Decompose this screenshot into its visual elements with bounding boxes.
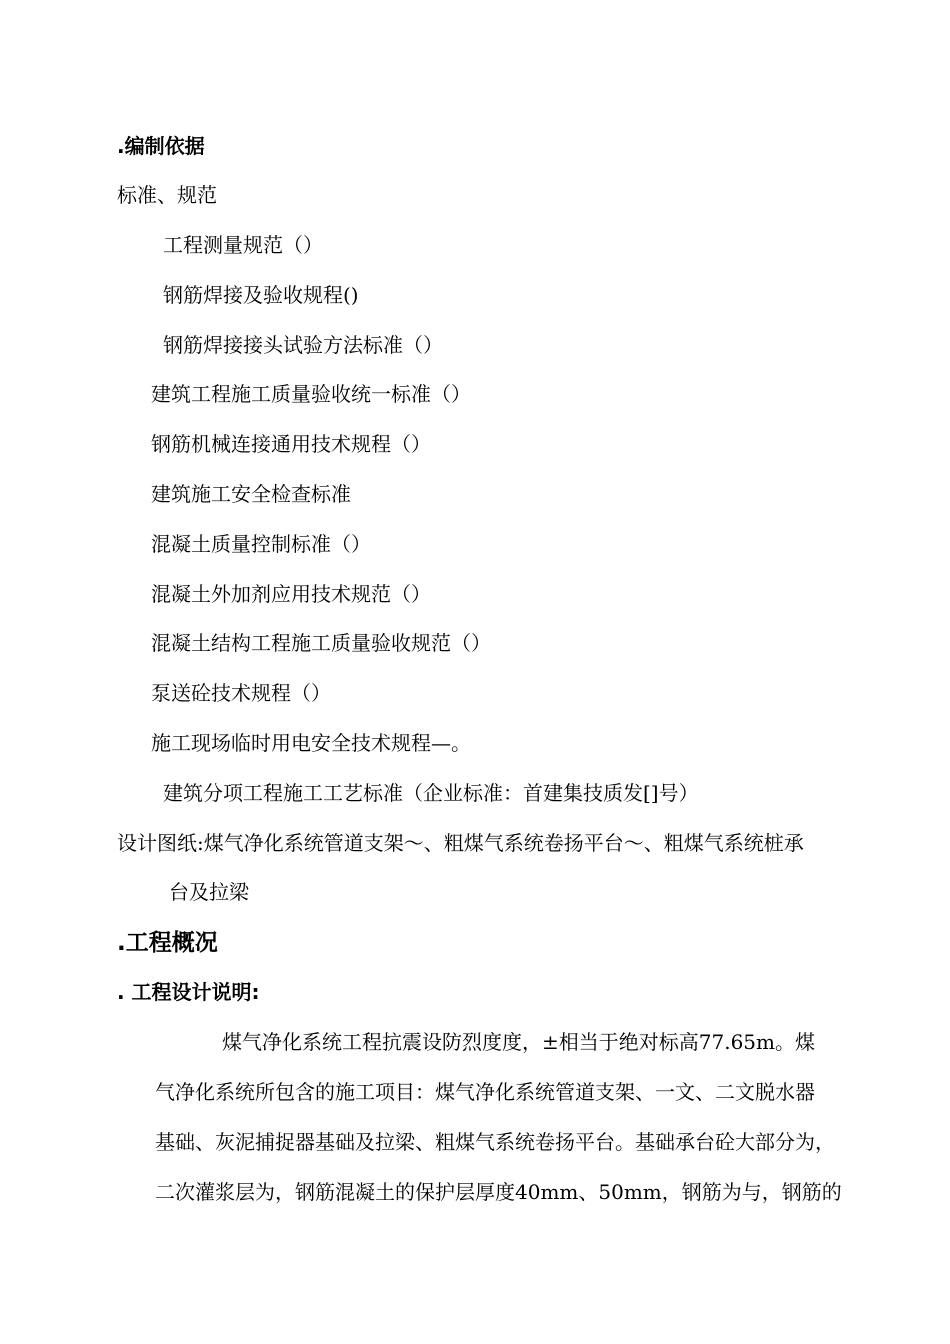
paragraph-line: 煤气净化系统工程抗震设防烈度度，±相当于绝对标高77.65m。煤 bbox=[222, 1030, 815, 1054]
standard-item: 泵送砼技术规程（） bbox=[151, 681, 331, 705]
subsection-heading-design-description: . 工程设计说明: bbox=[117, 980, 260, 1004]
standard-item: 混凝土外加剂应用技术规范（） bbox=[151, 582, 431, 606]
standard-item: 工程测量规范（） bbox=[163, 233, 323, 257]
standard-item: 钢筋机械连接通用技术规程（） bbox=[151, 432, 431, 456]
standard-item: 钢筋焊接接头试验方法标准（） bbox=[163, 333, 443, 357]
section-heading-project-overview: .工程概况 bbox=[117, 930, 218, 956]
design-drawings-line-continued: 台及拉梁 bbox=[169, 880, 249, 904]
standard-item: 混凝土结构工程施工质量验收规范（） bbox=[151, 631, 491, 655]
paragraph-line: 气净化系统所包含的施工项目：煤气净化系统管道支架、一文、二文脱水器 bbox=[155, 1080, 815, 1104]
standard-item: 建筑工程施工质量验收统一标准（） bbox=[151, 382, 471, 406]
standard-item: 混凝土质量控制标准（） bbox=[151, 532, 371, 556]
paragraph-line: 基础、灰泥捕捉器基础及拉梁、粗煤气系统卷扬平台。基础承台砼大部分为， bbox=[155, 1130, 835, 1154]
design-drawings-line: 设计图纸:煤气净化系统管道支架～、粗煤气系统卷扬平台～、粗煤气系统桩承 bbox=[117, 831, 804, 855]
standard-item: 施工现场临时用电安全技术规程—。 bbox=[151, 731, 471, 755]
paragraph-line: 二次灌浆层为，钢筋混凝土的保护层厚度40mm、50mm，钢筋为与，钢筋的 bbox=[155, 1180, 842, 1204]
standard-item: 建筑施工安全检查标准 bbox=[151, 482, 351, 506]
standard-item: 钢筋焊接及验收规程() bbox=[163, 283, 359, 307]
section-heading-compilation-basis: .编制依据 bbox=[117, 134, 205, 158]
standard-item: 建筑分项工程施工工艺标准（企业标准：首建集技质发[]号） bbox=[163, 781, 699, 805]
standards-heading: 标准、规范 bbox=[117, 183, 217, 207]
